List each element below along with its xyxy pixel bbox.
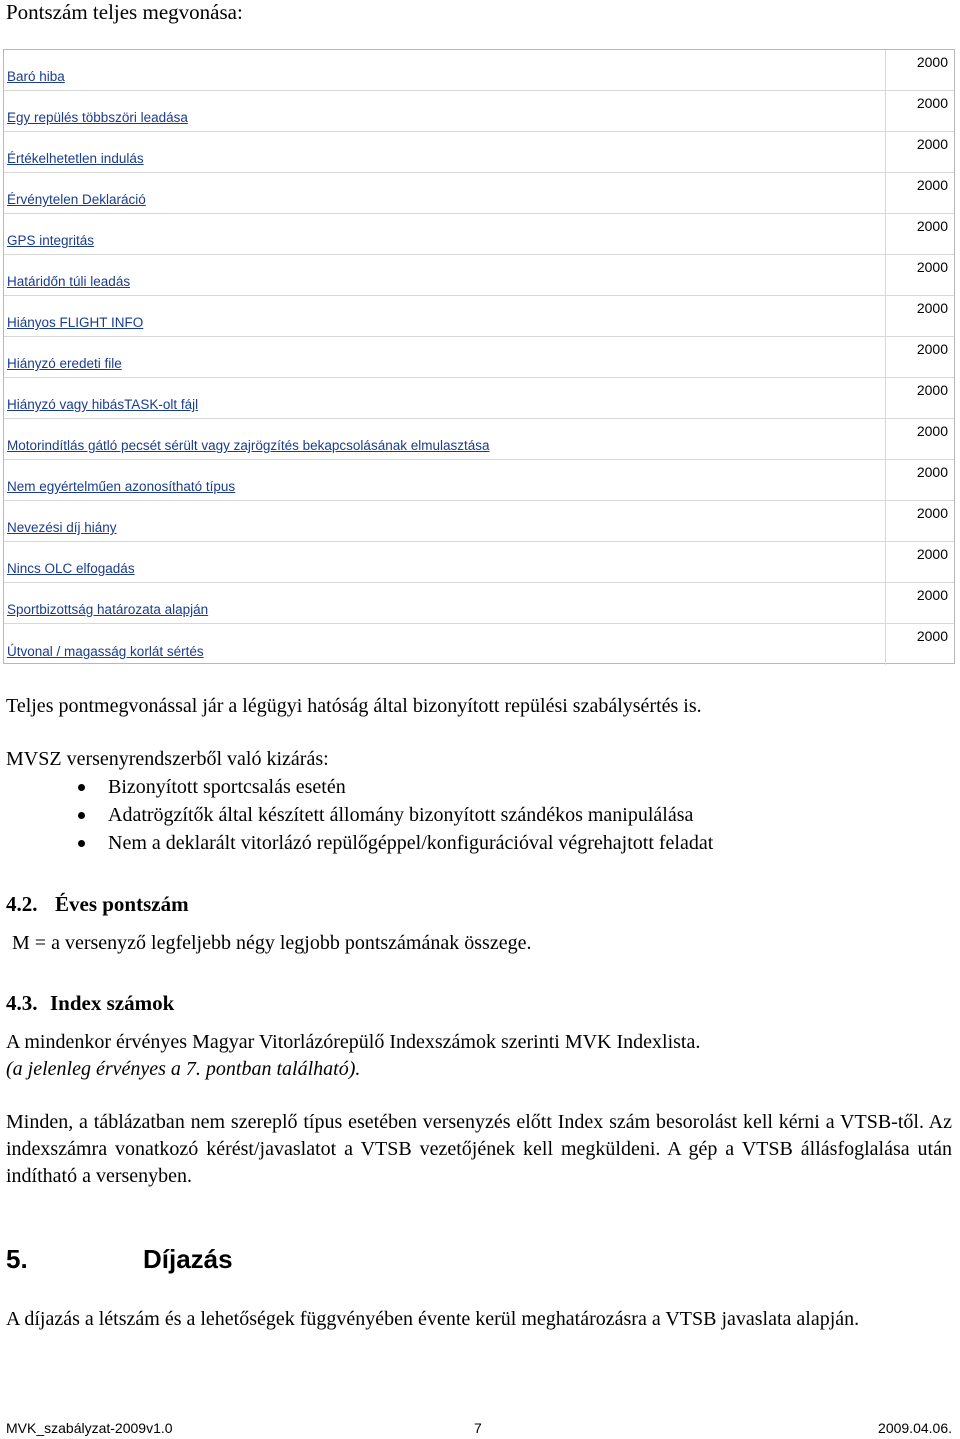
section-4-3-heading <box>0 991 960 1019</box>
table-row <box>4 214 954 255</box>
column-divider <box>885 583 886 623</box>
section-number: 4.2. <box>6 892 38 916</box>
exclusion-item-text: Adatrögzítők által készített állomány bizonyított szándékos manipulálása <box>108 804 694 826</box>
table-row <box>4 501 954 542</box>
penalty-name-link[interactable]: Motorindítlás gátló pecsét sérült vagy zajrögzítés bekapcsolásának elmulasztása <box>7 438 490 453</box>
penalty-value: 2000 <box>916 628 948 644</box>
penalty-value: 2000 <box>916 54 948 70</box>
penalty-name-link[interactable]: Hiányzó eredeti file <box>7 356 122 371</box>
table-row <box>4 50 954 91</box>
bullet-icon <box>78 812 85 819</box>
penalty-name-link[interactable]: Hiányzó vagy hibásTASK-olt fájl <box>7 397 199 412</box>
section-4-2-heading <box>0 892 960 920</box>
penalty-name-link[interactable]: Hiányos FLIGHT INFO <box>7 315 144 330</box>
table-row <box>4 132 954 173</box>
index-list-note: (a jelenleg érvényes a 7. pontban található). <box>6 1058 361 1080</box>
prize-paragraph: A díjazás a létszám és a lehetőségek függvényében évente kerül meghatározásra a VTSB javaslata alapján. <box>6 1308 860 1330</box>
penalty-value: 2000 <box>916 95 948 111</box>
table-row <box>4 91 954 132</box>
footer-date: 2009.04.06. <box>878 1420 952 1436</box>
penalty-table <box>3 49 955 664</box>
column-divider <box>885 255 886 295</box>
footer-page-number: 7 <box>474 1420 482 1436</box>
section-title: Index számok <box>50 991 175 1015</box>
table-row <box>4 296 954 337</box>
column-divider <box>885 173 886 213</box>
table-row <box>4 378 954 419</box>
penalty-name-link[interactable]: Nevezési díj hiány <box>7 520 117 535</box>
penalty-name-link[interactable]: Egy repülés többszöri leadása <box>7 110 188 125</box>
section-heading: Pontszám teljes megvonása: <box>6 0 243 24</box>
table-row <box>4 255 954 296</box>
table-row <box>4 460 954 501</box>
column-divider <box>885 542 886 582</box>
column-divider <box>885 419 886 459</box>
index-list-reference: A mindenkor érvényes Magyar Vitorlázórepülő Indexszámok szerinti MVK Indexlista. <box>6 1031 701 1053</box>
footer-document-name: MVK_szabályzat-2009v1.0 <box>6 1420 173 1436</box>
bullet-icon <box>78 784 85 791</box>
penalty-value: 2000 <box>916 300 948 316</box>
table-row <box>4 173 954 214</box>
penalty-value: 2000 <box>916 136 948 152</box>
table-row <box>4 542 954 583</box>
penalty-note: Teljes pontmegvonással jár a légügyi hatóság által bizonyított repülési szabálysértés is. <box>6 695 702 717</box>
index-request-paragraph: Minden, a táblázatban nem szereplő típus esetében versenyzés előtt Index szám besorolást kell kérni a VTSB-től. Az indexszámra vonatkozó kérést/javaslatot a VTSB vezetőjének kell megküldeni. A gép a VTSB állásfoglalása után indítható a versenyben. <box>6 1111 952 1187</box>
penalty-name-link[interactable]: Nem egyértelműen azonosítható típus <box>7 479 236 494</box>
section-number: 4.3. <box>6 991 38 1015</box>
column-divider <box>885 378 886 418</box>
column-divider <box>885 501 886 541</box>
penalty-name-link[interactable]: Értékelhetetlen indulás <box>7 151 144 166</box>
penalty-value: 2000 <box>916 177 948 193</box>
penalty-name-link[interactable]: Baró hiba <box>7 69 65 84</box>
bullet-icon <box>78 840 85 847</box>
exclusion-item-text: Bizonyított sportcsalás esetén <box>108 776 346 798</box>
column-divider <box>885 337 886 377</box>
table-row <box>4 583 954 624</box>
penalty-value: 2000 <box>916 259 948 275</box>
penalty-name-link[interactable]: Sportbizottság határozata alapján <box>7 602 209 617</box>
penalty-name-link[interactable]: Nincs OLC elfogadás <box>7 561 135 576</box>
section-5-number: 5. <box>6 1244 28 1274</box>
penalty-value: 2000 <box>916 546 948 562</box>
exclusion-item-text: Nem a deklarált vitorlázó repülőgéppel/konfigurációval végrehajtott feladat <box>108 832 714 854</box>
table-row <box>4 337 954 378</box>
column-divider <box>885 460 886 500</box>
column-divider <box>885 296 886 336</box>
exclusion-list-item <box>0 774 960 802</box>
penalty-value: 2000 <box>916 382 948 398</box>
penalty-value: 2000 <box>916 505 948 521</box>
penalty-name-link[interactable]: Útvonal / magasság korlát sértés <box>7 644 204 659</box>
column-divider <box>885 214 886 254</box>
exclusion-list-item <box>0 802 960 830</box>
column-divider <box>885 132 886 172</box>
column-divider <box>885 50 886 90</box>
column-divider <box>885 91 886 131</box>
penalty-name-link[interactable]: Határidőn túli leadás <box>7 274 131 289</box>
table-row <box>4 624 954 665</box>
penalty-value: 2000 <box>916 341 948 357</box>
section-title: Éves pontszám <box>55 892 189 916</box>
penalty-value: 2000 <box>916 464 948 480</box>
section-5-title: Díjazás <box>143 1244 233 1274</box>
column-divider <box>885 624 886 665</box>
annual-score-definition: M = a versenyző legfeljebb négy legjobb pontszámának összege. <box>12 932 532 954</box>
penalty-value: 2000 <box>916 423 948 439</box>
exclusion-intro: MVSZ versenyrendszerből való kizárás: <box>6 748 329 770</box>
penalty-value: 2000 <box>916 218 948 234</box>
penalty-name-link[interactable]: Érvénytelen Deklaráció <box>7 192 146 207</box>
penalty-value: 2000 <box>916 587 948 603</box>
exclusion-list-item <box>0 830 960 858</box>
penalty-name-link[interactable]: GPS integritás <box>7 233 95 248</box>
table-row <box>4 419 954 460</box>
